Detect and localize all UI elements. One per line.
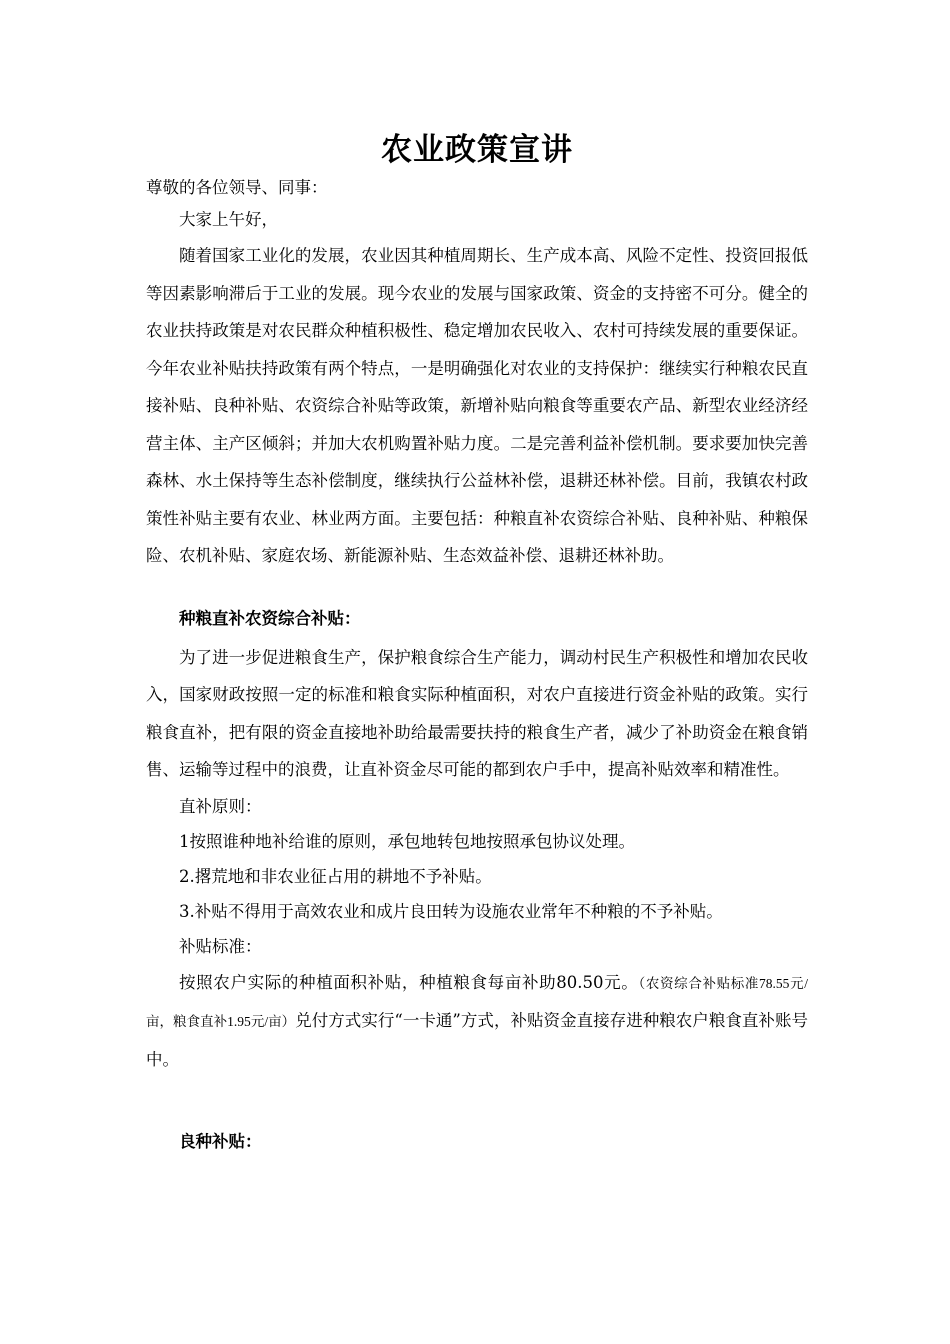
section-heading-grain-subsidy: 种粮直补农资综合补贴： <box>179 608 361 628</box>
paragraph-spacer <box>146 1078 808 1102</box>
grain-subsidy-paragraph: 为了进一步促进粮食生产，保护粮食综合生产能力，调动村民生产积极性和增加农民收入，国家财政按照一定的标准和粮食实际种植面积，对农户直接进行资金补贴的政策。实行粮食直补，把有限的资金直接地补助给最需要扶持的粮食生产者，减少了补助资金在粮食销售、运输等过程中的浪费，让直补资金尽可能的都到农户手中，提高补贴效率和精准性。 <box>146 647 808 779</box>
standard-text-part2: 兑付方式实行“一卡通”方式，补贴资金直接存进种粮农户粮食直补账号中。 <box>146 1011 808 1069</box>
section-heading-seed-subsidy: 良种补贴： <box>179 1132 262 1151</box>
paragraph-spacer <box>146 575 808 599</box>
salutation: 尊敬的各位领导、同事： <box>146 178 328 197</box>
greeting: 大家上午好， <box>179 210 278 229</box>
principles-label: 直补原则： <box>179 796 262 816</box>
standard-label: 补贴标准： <box>179 936 262 956</box>
standard-paragraph <box>146 964 808 1079</box>
principle-item-3: 3.补贴不得用于高效农业和成片良田转为设施农业常年不种粮的不予补贴。 <box>179 901 723 921</box>
standard-note: （农资综合补贴标准78.55元/亩，粮食直补1.95元/亩） <box>146 975 808 1029</box>
document-content <box>146 126 808 1162</box>
principle-item-1: 1按照谁种地补给谁的原则，承包地转包地按照承包协议处理。 <box>179 831 635 851</box>
standard-text-part1: 按照农户实际的种植面积补贴，种植粮食每亩补助80.50元。 <box>179 972 639 992</box>
principle-item-2: 2.撂荒地和非农业征占用的耕地不予补贴。 <box>179 866 492 886</box>
intro-paragraph: 随着国家工业化的发展，农业因其种植周期长、生产成本高、风险不定性、投资回报低等因素影响滞后于工业的发展。现今农业的发展与国家政策、资金的支持密不可分。健全的农业扶持政策是对农民群众种植积极性、稳定增加农民收入、农村可持续发展的重要保证。今年农业补贴扶持政策有两个特点，一是明确强化对农业的支持保护：继续实行种粮农民直接补贴、良种补贴、农资综合补贴等政策，新增补贴向粮食等重要农产品、新型农业经济经营主体、主产区倾斜；并加大农机购置补贴力度。二是完善利益补偿机制。要求要加快完善森林、水土保持等生态补偿制度，继续执行公益林补偿，退耕还林补偿。目前，我镇农村政策性补贴主要有农业、林业两方面。主要包括：种粮直补农资综合补贴、良种补贴、种粮保险、农机补贴、家庭农场、新能源补贴、生态效益补偿、退耕还林补助。 <box>146 246 808 565</box>
paragraph-spacer <box>146 1102 808 1122</box>
document-title: 农业政策宣讲 <box>381 132 573 168</box>
